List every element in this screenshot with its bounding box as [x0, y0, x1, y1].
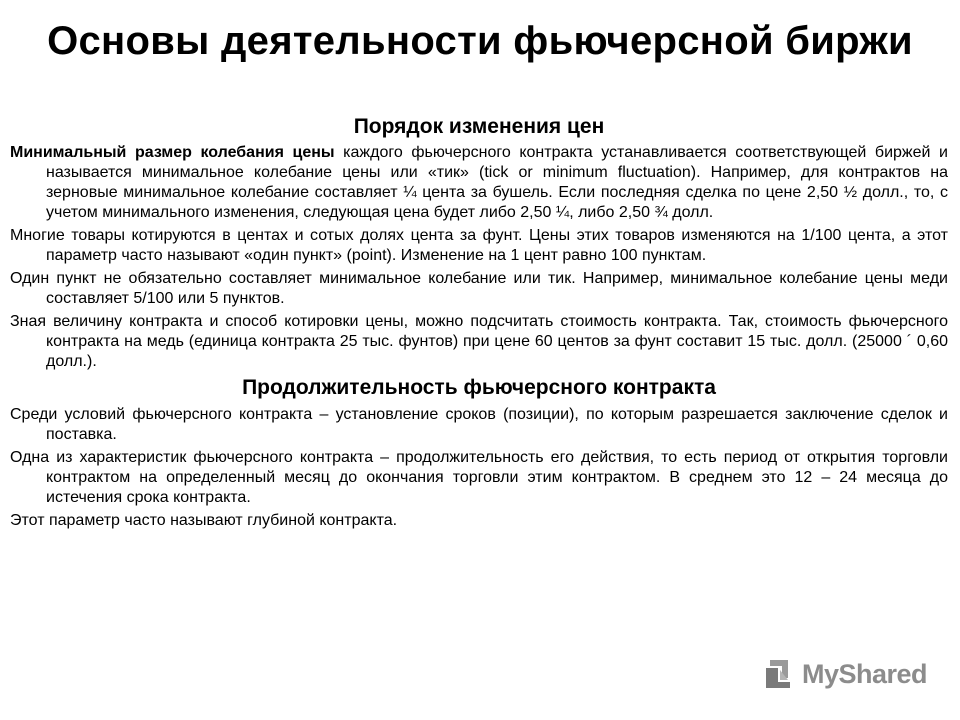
paragraph: Одна из характеристик фьючерсного контракта – продолжительность его действия, то есть период от открытия торговли контрактом на определенный месяц до окончания торговли этим контрактом. В среднем это 12 – 24 месяца до истечения срока контракта. [10, 449, 948, 506]
paragraph [10, 143, 948, 223]
paragraph: Многие товары котируются в центах и сотых долях цента за фунт. Цены этих товаров изменяются на 1/100 цента, а этот параметр часто называют «один пункт» (point). Изменение на 1 цент равно 100 пунктам. [10, 227, 948, 264]
watermark-text: MyShared [802, 658, 928, 689]
paragraph: Этот параметр часто называют глубиной контракта. [10, 512, 398, 529]
myshared-logo-icon [762, 656, 798, 692]
paragraph: Один пункт не обязательно составляет минимальное колебание или тик. Например, минимальное колебание цены меди составляет 5/100 или 5 пунктов. [10, 270, 948, 307]
paragraph: Зная величину контракта и способ котировки цены, можно подсчитать стоимость контракта. Так, стоимость фьючерсного контракта на медь (единица контракта 25 тыс. фунтов) при цене 60 центов за фунт составит 15 тыс. долл. (25000 ´ 0,60 долл.). [10, 313, 948, 370]
paragraph-text: каждого фьючерсного контракта устанавливается соответствующей биржей и называется минимальное колебание цены или «тик» (tick or minimum fluctuation). Например, для контрактов на зерновые минимальное колебание составляет ¼ цента за бушель. Если последняя сделка по цене 2,50 ½ долл., то, с учетом минимального изменения, следующая цена будет либо 2,50 ¼, либо 2,50 ¾ долл. [46, 144, 948, 221]
paragraph: Среди условий фьючерсного контракта – установление сроков (позиции), по которым разрешается заключение сделок и поставка. [10, 406, 948, 443]
section-heading-contract-duration: Продолжительность фьючерсного контракта [242, 376, 716, 399]
section-heading-price-change: Порядок изменения цен [353, 115, 605, 138]
paragraph-lead: Минимальный размер колебания цены [10, 144, 335, 161]
watermark [762, 656, 932, 692]
slide-content [10, 114, 948, 534]
slide-title: Основы деятельности фьючерсной биржи [47, 19, 913, 63]
